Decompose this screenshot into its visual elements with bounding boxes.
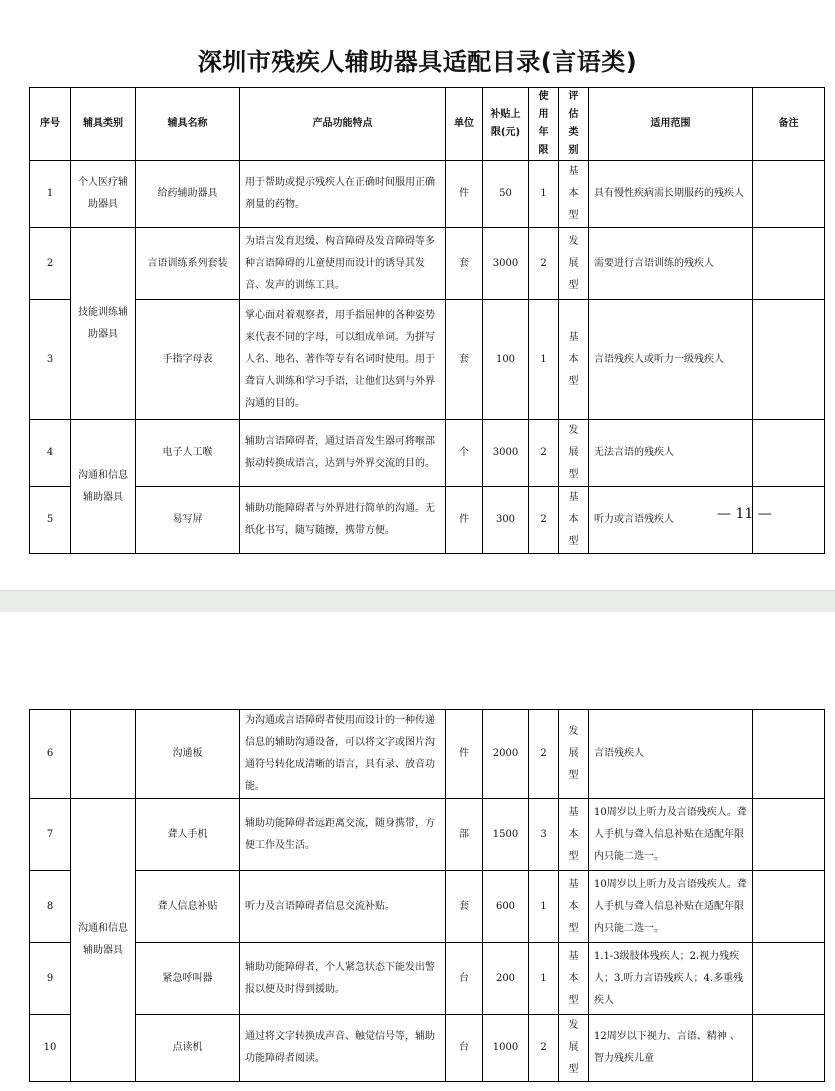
cell-years: 1 [529,943,559,1015]
header-unit: 单位 [446,88,483,161]
cell-name: 沟通板 [136,710,240,799]
cell-no: 2 [30,228,71,300]
cell-eval: 基本型 [559,871,589,943]
cell-no: 5 [30,487,71,554]
cell-unit: 台 [446,1015,483,1082]
table-row [30,161,825,228]
cell-years: 1 [529,871,559,943]
cell-scope: 10周岁以上听力及言语残疾人。聋人手机与聋人信息补贴在适配年限内只能二选一。 [589,871,753,943]
cell-eval: 基本型 [559,799,589,871]
cell-name: 紧急呼叫器 [136,943,240,1015]
cell-note [753,943,825,1015]
cell-no: 8 [30,871,71,943]
header-category: 辅具类别 [71,88,136,161]
cell-years: 2 [529,710,559,799]
page-number: — 11 — [717,506,772,522]
cell-feature: 辅助言语障碍者，通过语音发生器可将喉部振动转换成语言，达到与外界交流的目的。 [240,420,446,487]
cell-scope: 12周岁以下视力、言语、精神 、智力残疾儿童 [589,1015,753,1082]
table-row [30,487,825,554]
cell-feature: 通过将文字转换成声音、触觉信号等，辅助功能障碍者阅读。 [240,1015,446,1082]
cell-note [753,1015,825,1082]
cell-subsidy: 50 [483,161,529,228]
cell-category: 个人医疗辅助器具 [71,161,136,228]
cell-name: 手指字母表 [136,300,240,420]
table-row [30,228,825,300]
table-row [30,943,825,1015]
cell-years: 1 [529,161,559,228]
cell-name: 给药辅助器具 [136,161,240,228]
cell-subsidy: 1000 [483,1015,529,1082]
document-title: 深圳市残疾人辅助器具适配目录(言语类) [197,48,638,76]
cell-unit: 台 [446,943,483,1015]
cell-feature: 听力及言语障碍者信息交流补贴。 [240,871,446,943]
cell-unit: 套 [446,871,483,943]
cell-category [71,710,136,799]
cell-eval: 发展型 [559,228,589,300]
cell-no: 4 [30,420,71,487]
table-row [30,300,825,420]
cell-category: 沟通和信息辅助器具 [71,799,136,1082]
cell-feature: 辅助功能障碍者远距离交流，随身携带，方便工作及生活。 [240,799,446,871]
cell-note [753,420,825,487]
cell-scope: 具有慢性疾病需长期服药的残疾人 [589,161,753,228]
header-no: 序号 [30,88,71,161]
cell-note [753,161,825,228]
cell-years: 2 [529,487,559,554]
cell-note [753,228,825,300]
cell-name: 聋人手机 [136,799,240,871]
header-eval: 评估类别 [559,88,589,161]
cell-eval: 发展型 [559,420,589,487]
cell-eval: 发展型 [559,710,589,799]
table-row [30,420,825,487]
cell-subsidy: 600 [483,871,529,943]
cell-eval: 基本型 [559,943,589,1015]
cell-no: 3 [30,300,71,420]
cell-no: 1 [30,161,71,228]
cell-subsidy: 2000 [483,710,529,799]
cell-subsidy: 300 [483,487,529,554]
cell-no: 9 [30,943,71,1015]
cell-feature: 为语言发育迟缓、构音障碍及发音障碍等多种言语障碍的儿童使用而设计的诱导其发音、发声的训练工具。 [240,228,446,300]
cell-scope: 言语残疾人 [589,710,753,799]
cell-feature: 掌心面对着观察者，用手指屈伸的各种姿势来代表不同的字母，可以组成单词。为拼写人名、地名、著作等专有名词时使用。用于聋盲人训练和学习手语，让他们达到与外界沟通的目的。 [240,300,446,420]
cell-name: 电子人工喉 [136,420,240,487]
cell-note [753,871,825,943]
cell-note [753,799,825,871]
cell-name: 言语训练系列套装 [136,228,240,300]
cell-years: 2 [529,1015,559,1082]
cell-subsidy: 200 [483,943,529,1015]
cell-scope: 无法言语的残疾人 [589,420,753,487]
cell-note [753,300,825,420]
table-row [30,871,825,943]
table-row [30,799,825,871]
header-feature: 产品功能特点 [240,88,446,161]
cell-no: 10 [30,1015,71,1082]
cell-no: 7 [30,799,71,871]
cell-unit: 套 [446,228,483,300]
header-note: 备注 [753,88,825,161]
table-header-row [30,88,825,161]
cell-years: 3 [529,799,559,871]
cell-scope: 听力或言语残疾人 [589,487,753,554]
cell-unit: 套 [446,300,483,420]
cell-scope: 1.1-3级肢体残疾人；2.视力残疾人；3.听力言语残疾人；4.多重残疾人 [589,943,753,1015]
cell-eval: 基本型 [559,300,589,420]
cell-years: 1 [529,300,559,420]
cell-years: 2 [529,420,559,487]
cell-scope: 言语残疾人或听力一级残疾人 [589,300,753,420]
page-separator [0,590,835,614]
header-name: 辅具名称 [136,88,240,161]
cell-subsidy: 3000 [483,420,529,487]
cell-feature: 辅助功能障碍者与外界进行简单的沟通。无纸化书写，随写随擦，携带方便。 [240,487,446,554]
cell-category: 沟通和信息辅助器具 [71,420,136,554]
cell-scope: 10周岁以上听力及言语残疾人。聋人手机与聋人信息补贴在适配年限内只能二选一。 [589,799,753,871]
cell-unit: 部 [446,799,483,871]
cell-unit: 件 [446,710,483,799]
cell-name: 点读机 [136,1015,240,1082]
header-scope: 适用范围 [589,88,753,161]
cell-scope: 需要进行言语训练的残疾人 [589,228,753,300]
catalog-table-page-2 [29,709,825,1082]
cell-subsidy: 100 [483,300,529,420]
cell-subsidy: 1500 [483,799,529,871]
cell-unit: 件 [446,161,483,228]
catalog-table-page-1 [29,87,825,554]
cell-name: 易写屏 [136,487,240,554]
header-subsidy: 补贴上限(元) [483,88,529,161]
header-years: 使用年限 [529,88,559,161]
table-row [30,1015,825,1082]
cell-feature: 为沟通或言语障碍者使用而设计的一种传递信息的辅助沟通设备，可以将文字或图片沟通符号转化成清晰的语言，具有录、放音功能。 [240,710,446,799]
table-row [30,710,825,799]
cell-no: 6 [30,710,71,799]
cell-feature: 用于帮助或提示残疾人在正确时间服用正确剂量的药物。 [240,161,446,228]
cell-note [753,710,825,799]
cell-eval: 基本型 [559,487,589,554]
cell-category: 技能训练辅助器具 [71,228,136,420]
cell-years: 2 [529,228,559,300]
cell-unit: 个 [446,420,483,487]
cell-name: 聋人信息补贴 [136,871,240,943]
cell-eval: 基本型 [559,161,589,228]
cell-feature: 辅助功能障碍者，个人紧急状态下能发出警报以便及时得到援助。 [240,943,446,1015]
cell-unit: 件 [446,487,483,554]
cell-eval: 发展型 [559,1015,589,1082]
cell-subsidy: 3000 [483,228,529,300]
